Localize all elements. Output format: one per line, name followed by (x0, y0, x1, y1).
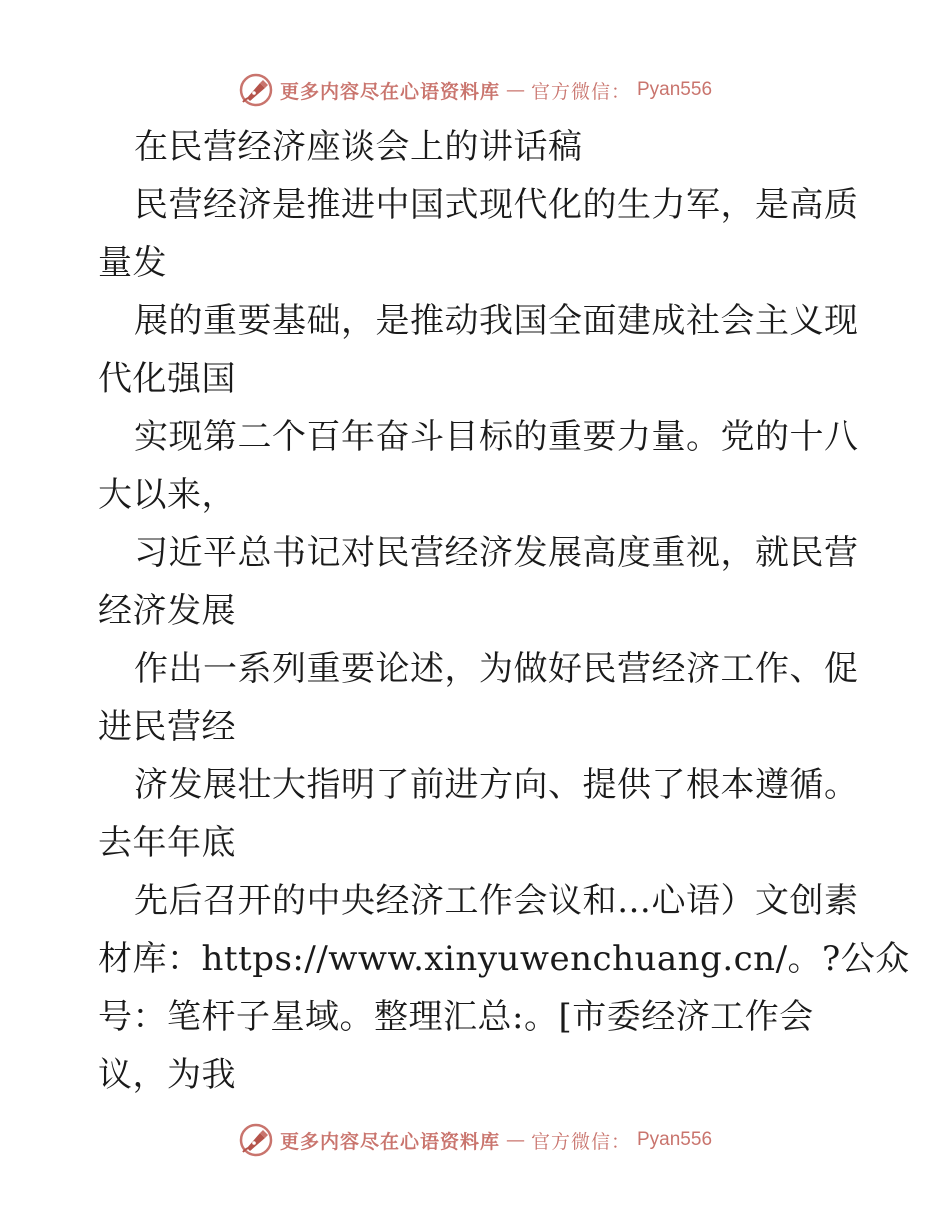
footer-banner (0, 1122, 950, 1158)
document-title: 在民营经济座谈会上的讲话稿 (134, 127, 583, 167)
paragraph-line: 进民营经 (98, 707, 236, 747)
document-body (98, 118, 910, 1104)
banner-text: 更多内容尽在心语资料库 (279, 1130, 500, 1153)
banner-wechat-label: 官方微信： (530, 1130, 631, 1153)
banner-text: 更多内容尽在心语资料库 (279, 80, 500, 103)
paragraph-line: 济发展壮大指明了前进方向、提供了根本遵循。 (134, 765, 859, 805)
paragraph-line: 议，为我 (98, 1055, 236, 1095)
banner-dash: — (505, 79, 525, 101)
paragraph-line: 习近平总书记对民营经济发展高度重视，就民营 (134, 533, 859, 573)
paragraph-line: 民营经济是推进中国式现代化的生力军，是高质 (134, 185, 859, 225)
banner-dash: — (505, 1129, 525, 1151)
paragraph-line: 作出一系列重要论述，为做好民营经济工作、促 (134, 649, 859, 689)
paragraph-line: 号：笔杆子星域。整理汇总:。[市委经济工作会 (98, 997, 814, 1037)
paragraph-line: 量发 (98, 243, 167, 283)
header-banner (0, 72, 950, 108)
banner-wechat-id: Pyan556 (637, 79, 713, 100)
paragraph-line: 材库：https://www.xinyuwenchuang.cn/。?公众 (98, 939, 910, 979)
paragraph-line: 经济发展 (98, 591, 236, 631)
paragraph-line: 代化强国 (98, 359, 236, 399)
paragraph-line: 实现第二个百年奋斗目标的重要力量。党的十八 (134, 417, 859, 457)
banner-wechat-label: 官方微信： (530, 80, 631, 103)
paragraph-line: 展的重要基础，是推动我国全面建成社会主义现 (134, 301, 859, 341)
paragraph-line: 大以来， (98, 475, 236, 515)
banner-wechat-id: Pyan556 (637, 1129, 713, 1150)
pen-nib-logo-icon (238, 72, 274, 108)
paragraph-line: 先后召开的中央经济工作会议和…心语）文创素 (134, 881, 859, 921)
pen-nib-logo-icon (238, 1122, 274, 1158)
paragraph-line: 去年年底 (98, 823, 236, 863)
